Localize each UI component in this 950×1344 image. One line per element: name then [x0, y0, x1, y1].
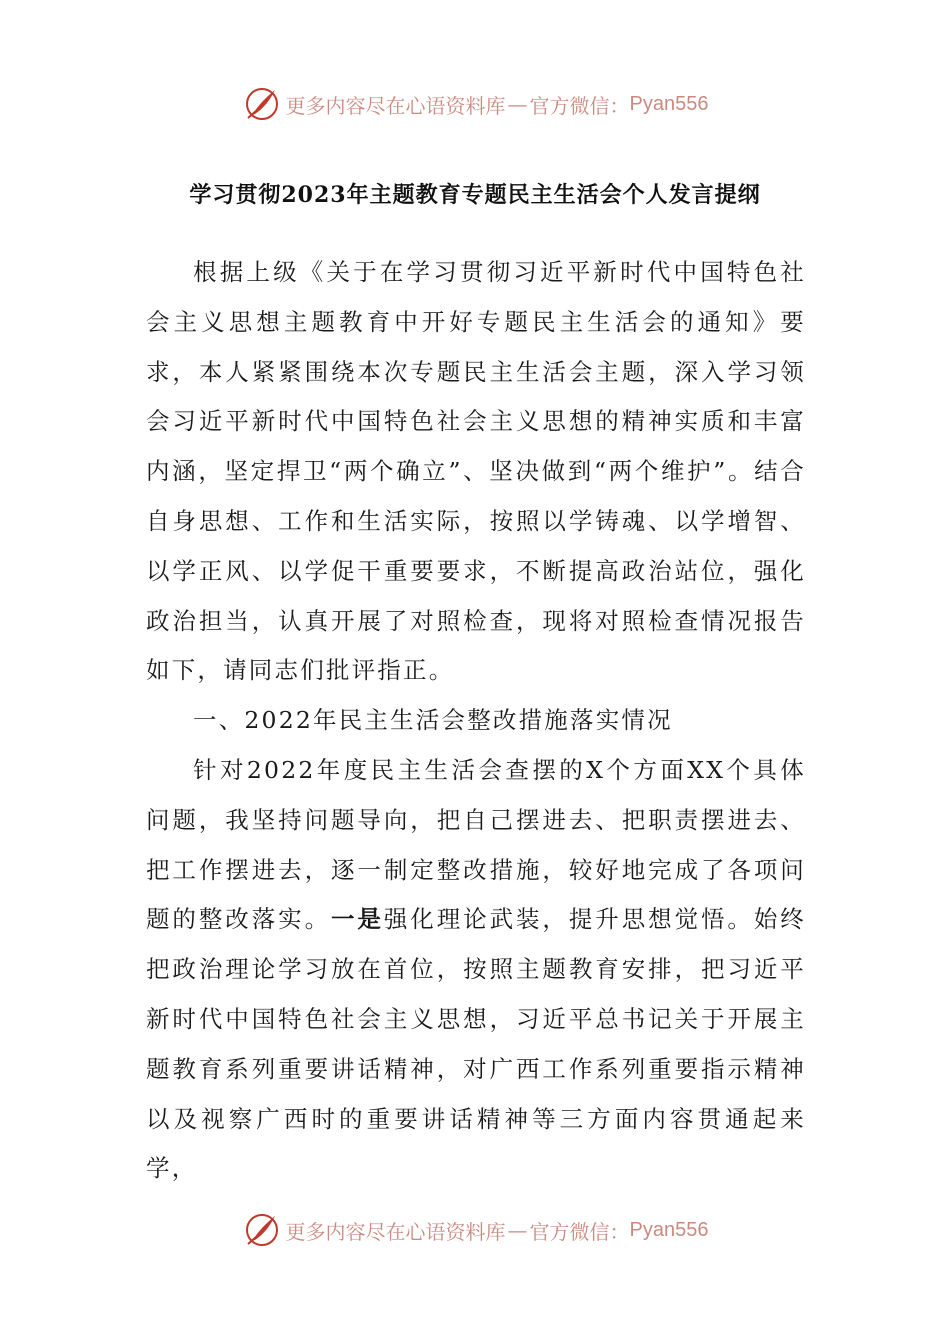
banner-separator: — [507, 1218, 528, 1242]
header-banner [0, 84, 950, 124]
document-title: 学习贯彻2023年主题教育专题民主生活会个人发言提纲 [189, 182, 761, 208]
section-heading: 一、2022年民主生活会整改措施落实情况 [193, 706, 673, 735]
banner-text: 更多内容尽在心语资料库 [285, 1219, 506, 1244]
emphasis-marker: 一是 [331, 905, 384, 934]
quill-logo-icon [242, 84, 282, 124]
banner-text: 更多内容尽在心语资料库 [285, 93, 506, 118]
footer-banner [0, 1210, 950, 1250]
intro-paragraph: 根据上级《关于在学习贯彻习近平新时代中国特色社会主义思想主题教育中开好专题民主生活会的通知》要求，本人紧紧围绕本次专题民主生活会主题，深入学习领会习近平新时代中国特色社会主义思想的精神实质和丰富内涵，坚定捍卫“两个确立”、坚决做到“两个维护”。结合自身思想、工作和生活实际，按照以学铸魂、以学增智、以学正风、以学促干重要要求，不断提高政治站位，强化政治担当，认真开展了对照检查，现将对照检查情况报告如下，请同志们批评指正。 [146, 258, 806, 685]
document-body [146, 248, 806, 1194]
paragraph-text-after: 强化理论武装，提升思想觉悟。始终把政治理论学习放在首位，按照主题教育安排，把习近平新时代中国特色社会主义思想，习近平总书记关于开展主题教育系列重要讲话精神，对广西工作系列重要指示精神以及视察广西时的重要讲话精神等三方面内容贯通起来学， [146, 905, 806, 1183]
banner-wechat-id: Pyan556 [629, 92, 709, 115]
paragraph-text-before: 针对2022年度民主生活会查摆的X个方面XX个具体问题，我坚持问题导向，把自己摆进去、把职责摆进去、把工作摆进去，逐一制定整改措施，较好地完成了各项问题的整改落实。 [146, 755, 806, 934]
banner-separator: — [507, 92, 528, 116]
banner-wechat-id: Pyan556 [629, 1218, 709, 1241]
section-paragraph [146, 746, 806, 1194]
quill-logo-icon [242, 1210, 282, 1250]
banner-contact-label: 官方微信： [529, 93, 630, 118]
banner-contact-label: 官方微信： [529, 1219, 630, 1244]
